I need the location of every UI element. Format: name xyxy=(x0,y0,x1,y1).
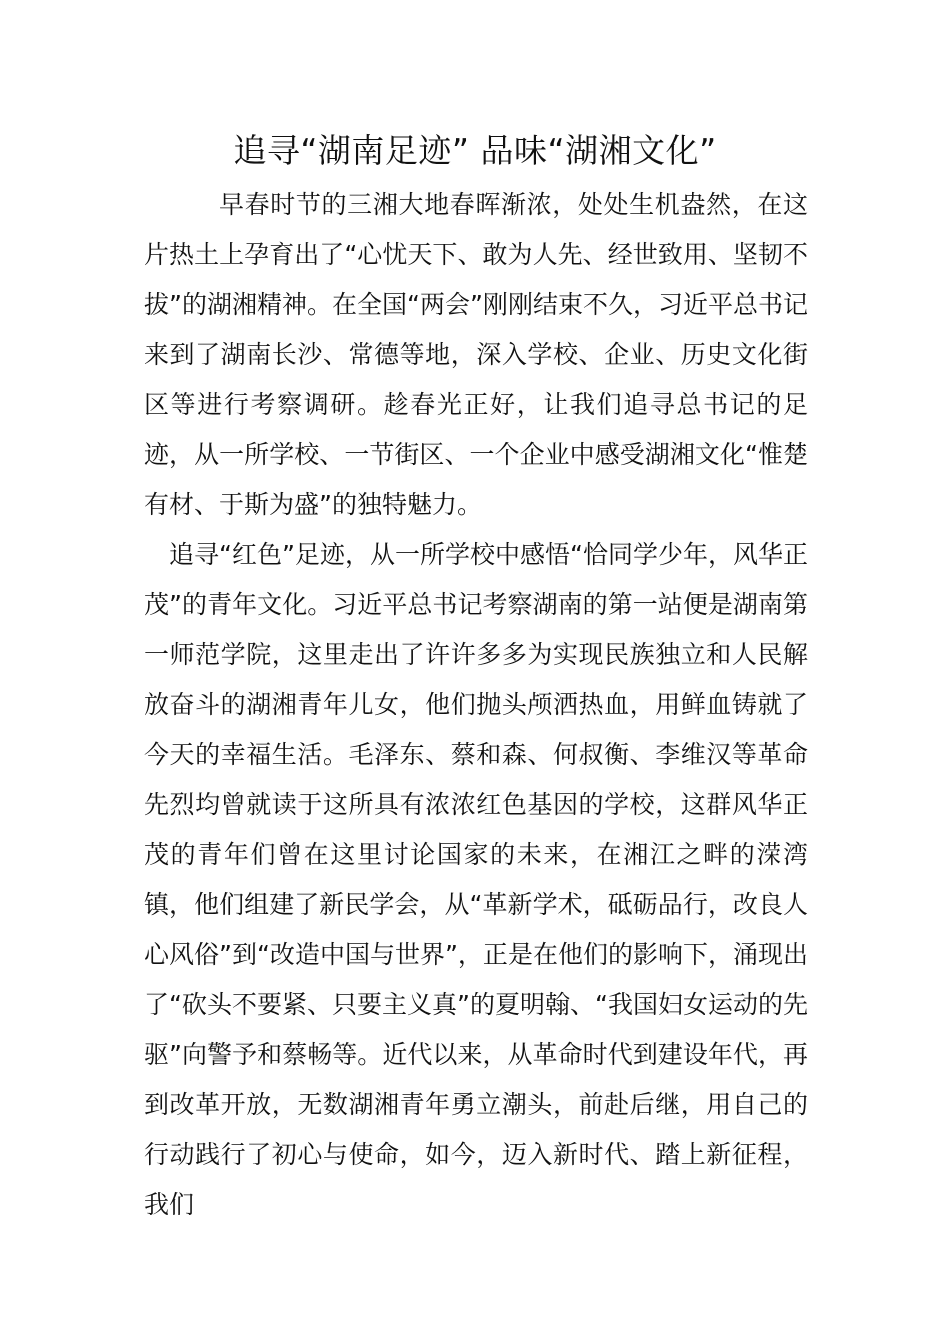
paragraph-intro: 早春时节的三湘大地春晖渐浓，处处生机盎然，在这片热土上孕育出了“心忧天下、敢为人先、经世致用、坚韧不拔”的湖湘精神。在全国“两会”刚刚结束不久，习近平总书记来到了湖南长沙、常德等地，深入学校、企业、历史文化街区等进行考察调研。趁春光正好，让我们追寻总书记的足迹，从一所学校、一节街区、一个企业中感受湖湘文化“惟楚有材、于斯为盛”的独特魅力。 xyxy=(144,190,808,519)
document-title: 追寻“湖南足迹” 品味“湖湘文化” xyxy=(233,131,717,170)
document-body xyxy=(144,180,808,1230)
paragraph-red-footprints: 追寻“红色”足迹，从一所学校中感悟“恰同学少年，风华正茂”的青年文化。习近平总书记考察湖南的第一站便是湖南第一师范学院，这里走出了许许多多为实现民族独立和人民解放奋斗的湖湘青年儿女，他们抛头颅洒热血，用鲜血铸就了今天的幸福生活。毛泽东、蔡和森、何叔衡、李维汉等革命先烈均曾就读于这所具有浓浓红色基因的学校，这群风华正茂的青年们曾在这里讨论国家的未来，在湘江之畔的溁湾镇，他们组建了新民学会，从“革新学术，砥砺品行，改良人心风俗”到“改造中国与世界”，正是在他们的影响下，涌现出了“砍头不要紧、只要主义真”的夏明翰、“我国妇女运动的先驱”向警予和蔡畅等。近代以来，从革命时代到建设年代，再到改革开放，无数湖湘青年勇立潮头，前赴后继，用自己的行动践行了初心与使命，如今，迈入新时代、踏上新征程，我们 xyxy=(144,540,808,1219)
